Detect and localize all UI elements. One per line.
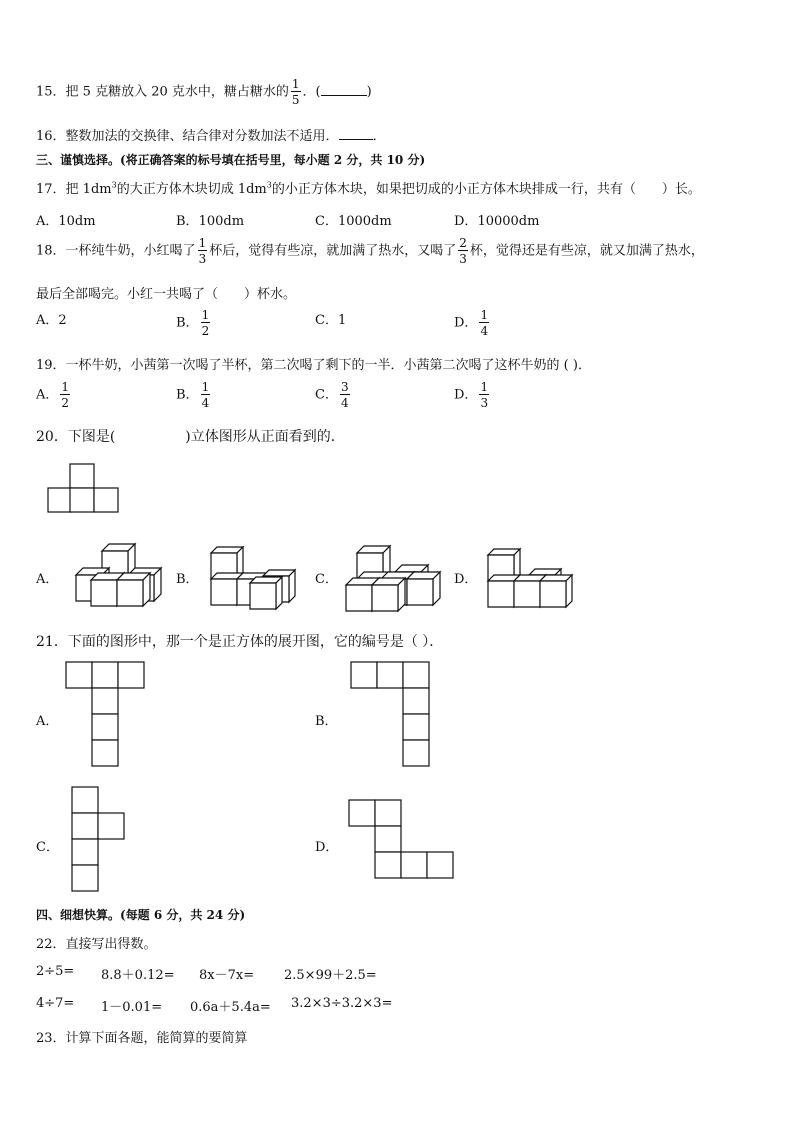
- denominator: 4: [340, 396, 349, 410]
- denominator: 5: [291, 93, 300, 107]
- option-label: A．: [36, 387, 59, 403]
- option-label: A．: [36, 313, 59, 328]
- calc-item: 4÷7=: [36, 996, 75, 1011]
- numerator: 2: [459, 236, 467, 250]
- question-number: 21．: [36, 634, 68, 650]
- denominator: 3: [480, 396, 489, 410]
- option-text: 1000dm: [337, 214, 392, 229]
- superscript: 3: [111, 180, 117, 190]
- numerator: 1: [480, 308, 489, 322]
- question-18-line2: 最后全部喝完。小红一共喝了（ ）杯水。: [36, 287, 297, 302]
- option-text: 100dm: [198, 214, 245, 229]
- option-label: D．: [454, 387, 478, 403]
- option-c-label[interactable]: C．: [315, 572, 338, 587]
- option-label: C．: [315, 214, 338, 229]
- question-number: 16．: [36, 129, 66, 144]
- question-text: 把 5 克糖放入 20 克水中，糖占糖水的: [65, 84, 289, 100]
- numerator: 1: [201, 380, 210, 394]
- question-text: 把 1dm: [65, 182, 112, 197]
- option-label: C．: [315, 313, 338, 328]
- question-number: 17．: [36, 182, 66, 197]
- net-d: [349, 800, 453, 878]
- question-number: 15．: [36, 84, 66, 100]
- question-text: 一杯纯牛奶，小红喝了: [65, 243, 196, 259]
- question-text: 杯后，觉得有些凉，就加满了热水，又喝了: [209, 243, 457, 259]
- numerator: 1: [61, 380, 70, 394]
- numerator: 1: [201, 308, 210, 322]
- denominator: 4: [480, 324, 489, 338]
- option-label: D．: [454, 214, 478, 229]
- option-text: 10dm: [58, 214, 96, 229]
- question-text: 的大正方体木块切成 1dm: [116, 182, 267, 197]
- question-text: 直接写出得数。: [65, 937, 157, 952]
- option-d-label[interactable]: D．: [454, 572, 478, 587]
- denominator: 2: [61, 396, 70, 410]
- question-text: 下图是( )立体图形从正面看到的．: [67, 429, 345, 445]
- option-d-label[interactable]: D．: [315, 840, 339, 855]
- net-b: [351, 662, 429, 766]
- calc-item: 2.5×99＋2.5=: [284, 968, 377, 983]
- denominator: 3: [198, 252, 207, 266]
- option-a-label[interactable]: A．: [36, 714, 59, 729]
- option-label: B．: [176, 214, 199, 229]
- option-a-label[interactable]: A．: [36, 572, 59, 587]
- calc-item: 8x－7x=: [199, 968, 255, 983]
- option-label: D．: [454, 315, 478, 331]
- numerator: 1: [198, 236, 207, 250]
- net-c: [72, 787, 124, 891]
- section-heading: 四、细想快算。(每题 6 分，共 24 分): [36, 908, 246, 922]
- numerator: 1: [291, 77, 300, 91]
- net-a: [66, 662, 144, 766]
- superscript: 3: [266, 180, 272, 190]
- question-text: 杯，觉得还是有些凉，就又加满了热水，: [469, 243, 704, 259]
- numerator: 1: [480, 380, 489, 394]
- calc-item: 1－0.01=: [101, 1000, 163, 1015]
- question-text: ．: [372, 129, 386, 144]
- calc-item: 2÷5=: [36, 964, 75, 979]
- numerator: 3: [340, 380, 349, 394]
- question-text: 下面的图形中，那一个是正方体的展开图，它的编号是（ ）．: [67, 634, 444, 650]
- question-text: 整数加法的交换律、结合律对分数加法不适用．: [65, 129, 339, 144]
- section-heading: 三、谨慎选择。(将正确答案的标号填在括号里，每小题 2 分，共 10 分): [36, 153, 426, 167]
- option-c-label[interactable]: C．: [36, 840, 59, 855]
- denominator: 2: [201, 324, 210, 338]
- option-b-label[interactable]: B．: [176, 572, 199, 587]
- option-text: 2: [58, 313, 67, 328]
- question-text: 计算下面各题，能简算的要简算: [65, 1031, 248, 1046]
- question-number: 22．: [36, 937, 66, 952]
- denominator: 3: [459, 252, 467, 266]
- option-label: B．: [176, 315, 199, 331]
- denominator: 4: [201, 396, 210, 410]
- question-number: 20．: [36, 429, 68, 445]
- option-label: C．: [315, 387, 338, 403]
- option-b-label[interactable]: B．: [315, 714, 338, 729]
- option-label: A．: [36, 214, 59, 229]
- option-text: 1: [337, 313, 347, 328]
- calc-item: 0.6a＋5.4a=: [190, 1000, 271, 1015]
- option-text: 10000dm: [477, 214, 540, 229]
- question-number: 18．: [36, 243, 66, 259]
- question-text: ): [366, 84, 372, 100]
- question-22: [36, 933, 157, 952]
- question-number: 23．: [36, 1031, 66, 1046]
- calc-item: 3.2×3÷3.2×3=: [291, 996, 393, 1011]
- question-23: [36, 1027, 248, 1046]
- question-text: 一杯牛奶，小茜第一次喝了半杯，第二次喝了剩下的一半．小茜第二次喝了这杯牛奶的 ( )．: [65, 358, 591, 373]
- question-number: 19．: [36, 358, 66, 373]
- calc-item: 8.8＋0.12=: [101, 968, 175, 983]
- option-label: B．: [176, 387, 199, 403]
- question-text: ．(: [302, 84, 321, 100]
- question-text: 的小正方体木块，如果把切成的小正方体木块排成一行，共有（ ）长。: [271, 182, 701, 197]
